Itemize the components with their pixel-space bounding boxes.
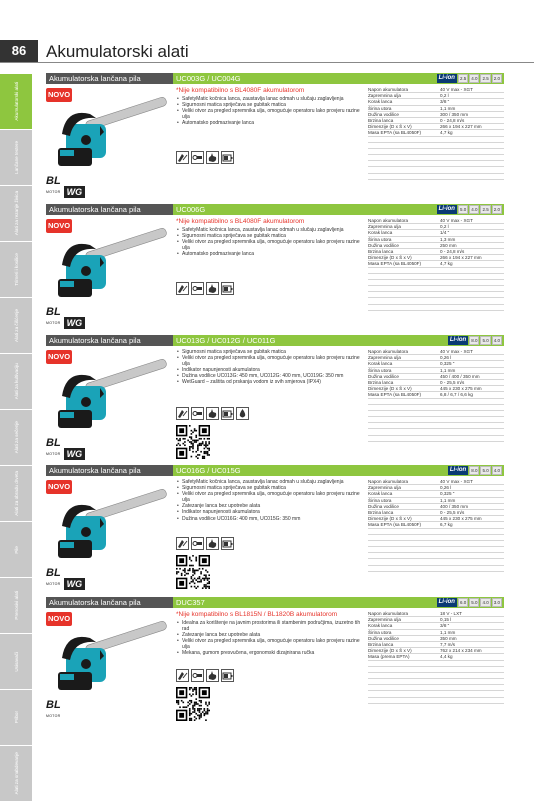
feature-item: • Veliki otvor za pregled spremnika ulja, omogućuje operatoru lako provjeru razine ulja <box>176 355 364 367</box>
wg-logo: WG <box>64 578 86 590</box>
spec-table <box>368 87 504 180</box>
feature-icons <box>176 669 234 682</box>
spec-value: 40 V max - XGT <box>440 349 473 354</box>
spec-value: 40 V max - XGT <box>440 218 473 223</box>
spec-label: Masa EPTA (sa BL4050F) <box>368 130 422 136</box>
product-header-bar <box>46 204 504 215</box>
spec-label: Korak lanca <box>368 491 393 497</box>
battery-capacity-chip: 5.0 <box>482 338 489 343</box>
title-divider <box>0 62 534 63</box>
feature-item: • Zatezanje lanca bez upotrebe alata <box>176 503 364 509</box>
wg-logo: WG <box>64 448 86 460</box>
spec-row-empty <box>368 698 504 704</box>
compatibility-note: *Nije kompatibilno s BL1815N / BL1820B akumulatorom <box>176 611 338 618</box>
chainsaw-image <box>56 492 172 570</box>
liion-battery-badges <box>437 205 502 214</box>
spec-label: Zapremnina ulja <box>368 93 401 99</box>
spec-label: Masa EPTA (sa BL4050F) <box>368 261 422 267</box>
sidebar-tab[interactable] <box>0 578 32 634</box>
spec-label: Korak lanca <box>368 623 393 629</box>
spec-value: 4,7 kg <box>440 261 453 267</box>
feature-item: • SafetyMatic kočnica lanca, zaustavlja lanac odmah u slučaju zaglavljenja <box>176 479 364 485</box>
feature-item: • Sigurnosni matica spriječava se gubitak matica <box>176 102 364 108</box>
sidebar-tab-label: Pribor <box>13 711 19 724</box>
tool-icon <box>191 407 204 420</box>
spec-label: Dimenzije (D x Š x V) <box>368 386 412 392</box>
tool-icon <box>191 537 204 550</box>
product-header-bar <box>46 335 504 346</box>
spec-label: Zapremnina ulja <box>368 485 401 491</box>
sidebar-tab-label: Akumulatorski alati <box>13 82 19 121</box>
spec-value: 1,1 mm <box>440 105 456 111</box>
spec-label: Brzina lanca <box>368 248 394 254</box>
liion-battery-badges <box>448 466 502 475</box>
qr-code[interactable] <box>176 425 210 464</box>
spec-value: 1,1 mm <box>440 367 456 373</box>
feature-item: • Veliki otvor za pregled spremnika ulja, omogućuje operatoru lako provjeru razine ulja <box>176 239 364 251</box>
spec-value: 40 V max - XGT <box>440 479 473 484</box>
spec-label: Zapremnina ulja <box>368 617 401 623</box>
spec-value: 1/4 " <box>440 230 450 236</box>
product-media <box>46 610 172 722</box>
spec-label: Dužina vodilice <box>368 503 399 509</box>
spec-value: 6,7 kg <box>440 522 453 528</box>
product-model: UC013G / UC012G / UC011G Li-ion 8.0 5.0 4.0 <box>173 335 504 346</box>
spec-value: 18 V - LXT <box>440 611 462 616</box>
wg-logo: WG <box>64 186 86 198</box>
feature-logos <box>46 438 85 460</box>
product-description <box>176 218 364 257</box>
feature-list <box>176 620 364 657</box>
bl-motor-logo: BL MOTOR <box>46 176 61 198</box>
hand-icon <box>206 151 219 164</box>
spec-label: Napon akumulatora <box>368 218 409 223</box>
battery-capacity-chip: 2.0 <box>493 76 500 81</box>
feature-item: • Veliki otvor za pregled spremnika ulja, omogućuje operatoru lako provjeru razine ulja <box>176 638 364 650</box>
battery-capacity-chip: 4.0 <box>471 207 478 212</box>
sidebar-tab-label: Trimeri i kosilice <box>13 253 19 286</box>
spec-label: Masa EPTA (sa BL4050F) <box>368 522 422 528</box>
feature-item: • WetGuard – zaštita od prskanja vodom iz svih smjerova (IPX4) <box>176 379 364 385</box>
product-section <box>46 597 504 727</box>
qr-code[interactable] <box>176 687 210 726</box>
product-section <box>46 465 504 594</box>
spec-value: 445 x 230 x 275 mm <box>440 386 482 392</box>
novo-badge: NOVO <box>46 612 72 626</box>
spec-value: 4,7 kg <box>440 130 453 136</box>
battery-capacity-chip: 4.0 <box>493 468 500 473</box>
battery-capacity-chip: 4.0 <box>493 338 500 343</box>
sidebar-tab[interactable] <box>0 466 32 522</box>
liion-badge: Li-ion <box>449 337 467 343</box>
feature-icons <box>176 407 249 420</box>
battery-icon <box>221 151 234 164</box>
spec-label: Masa (prema EPTA) <box>368 654 410 660</box>
novo-badge: NOVO <box>46 219 72 233</box>
spec-row-empty <box>368 436 504 442</box>
sidebar-tab[interactable] <box>0 74 32 130</box>
sidebar-tab-label: Prenosivi alati <box>13 591 19 620</box>
liion-battery-badges <box>437 74 502 83</box>
spec-row-empty <box>368 305 504 311</box>
spec-row-empty <box>368 566 504 572</box>
feature-list <box>176 349 364 386</box>
product-media <box>46 217 172 329</box>
spec-value: 266 x 194 x 227 mm <box>440 124 482 130</box>
feature-logos <box>46 307 85 329</box>
sidebar <box>0 74 32 802</box>
spec-value: 350 mm <box>440 635 457 641</box>
spec-label: Dimenzije (D x Š x V) <box>368 255 412 261</box>
tool-icon <box>191 151 204 164</box>
spec-value: 6,8 / 6,7 / 6,6 kg <box>440 392 473 398</box>
spec-label: Širina utora <box>368 367 392 373</box>
product-header-bar <box>46 73 504 84</box>
feature-logos <box>46 176 85 198</box>
battery-icon <box>221 407 234 420</box>
feature-list <box>176 479 364 522</box>
product-category: Akumulatorska lančana pila <box>46 335 173 346</box>
feature-logos <box>46 700 61 722</box>
chainsaw-image <box>56 624 172 702</box>
spec-value: 450 / 400 / 350 mm <box>440 373 480 379</box>
sidebar-tab-label: Alati za kultivaciju <box>13 363 19 400</box>
sidebar-tab[interactable] <box>0 298 32 354</box>
product-media <box>46 478 172 590</box>
bl-motor-logo: BL MOTOR <box>46 568 61 590</box>
battery-capacity-chip: 2.5 <box>482 207 489 212</box>
feature-item: • Veliki otvor za pregled spremnika ulja, omogućuje operatoru lako provjeru razine ulja <box>176 491 364 503</box>
compatibility-note: *Nije kompatibilno s BL4080F akumulatorom <box>176 87 305 94</box>
feature-item: • Sigurnosni matica spriječava se gubitak matica <box>176 233 364 239</box>
sidebar-tab-label: Lančane testere <box>13 141 19 174</box>
product-header-bar <box>46 465 504 476</box>
spec-label: Korak lanca <box>368 361 393 367</box>
feature-item: • Mekana, gumom presvučena, ergonomski dizajnirana ručka <box>176 650 364 656</box>
battery-capacity-chip: 5.0 <box>459 207 467 212</box>
battery-capacity-chip: 8.0 <box>471 468 478 473</box>
product-model: DUC357 Li-ion 6.0 5.0 4.0 3.0 <box>173 597 504 608</box>
drop-icon <box>236 407 249 420</box>
spec-value: 1,3 mm <box>440 236 456 242</box>
spec-table <box>368 349 504 442</box>
hand-icon <box>206 282 219 295</box>
tool-icon <box>191 282 204 295</box>
spec-label: Zapremnina ulja <box>368 355 401 361</box>
sidebar-tab[interactable] <box>0 354 32 410</box>
bl-motor-logo-sub: MOTOR <box>46 452 61 456</box>
battery-capacity-chip: 4.0 <box>482 600 489 605</box>
bl-motor-logo-sub: MOTOR <box>46 190 61 194</box>
spec-label: Širina utora <box>368 105 392 111</box>
spec-label: Napon akumulatora <box>368 87 409 92</box>
spec-label: Širina utora <box>368 236 392 242</box>
product-section <box>46 335 504 462</box>
battery-icon <box>221 537 234 550</box>
sidebar-tab-label: Usisavači <box>13 651 19 672</box>
sidebar-tab[interactable] <box>0 690 32 746</box>
spec-value: 40 V max - XGT <box>440 87 473 92</box>
spec-label: Dužina vodilice <box>368 111 399 117</box>
spec-label: Napon akumulatora <box>368 479 409 484</box>
feature-item: • Indikator napunjenosti akumulatora <box>176 367 364 373</box>
spec-label: Korak lanca <box>368 99 393 105</box>
bl-motor-logo-sub: MOTOR <box>46 582 61 586</box>
spec-value: 762 x 214 x 234 mm <box>440 648 482 654</box>
product-section <box>46 73 504 201</box>
chain-icon <box>176 407 189 420</box>
feature-item: • Zatezanje lanca bez upotrebe alata <box>176 632 364 638</box>
bl-motor-logo: BL MOTOR <box>46 700 61 722</box>
spec-value: 0,325 " <box>440 361 455 367</box>
spec-value: 400 / 350 mm <box>440 503 469 509</box>
spec-label: Dimenzije (D x Š x V) <box>368 124 412 130</box>
battery-capacity-chip: 6.0 <box>459 600 467 605</box>
sidebar-tab[interactable] <box>0 242 32 298</box>
novo-badge: NOVO <box>46 480 72 494</box>
feature-icons <box>176 151 234 164</box>
sidebar-tab-label: Alati za snabdevanje <box>13 752 19 795</box>
product-media <box>46 348 172 460</box>
product-category: Akumulatorska lančana pila <box>46 597 173 608</box>
hand-icon <box>206 537 219 550</box>
product-model: UC003G / UC004G Li-ion 2.5 4.0 2.5 2.0 <box>173 73 504 84</box>
spec-label: Zapremnina ulja <box>368 224 401 230</box>
feature-item: • Idealna za korištenje na javnim prostorima ili stambenim područjima, izuzetno tih rad <box>176 620 364 632</box>
battery-icon <box>221 282 234 295</box>
product-model: UC016G / UC015G Li-ion 8.0 5.0 4.0 <box>173 465 504 476</box>
feature-list <box>176 96 364 126</box>
spec-label: Dimenzije (D x Š x V) <box>368 648 412 654</box>
product-description <box>176 87 364 126</box>
bl-motor-logo: BL MOTOR <box>46 307 61 329</box>
feature-item: • Dužina vodilice UC013G: 450 mm, UC012G: 400 mm, UC019G: 350 mm <box>176 373 364 379</box>
bl-motor-logo-sub: MOTOR <box>46 714 61 718</box>
spec-label: Dužina vodilice <box>368 635 399 641</box>
spec-value: 0,325 " <box>440 491 455 497</box>
hand-icon <box>206 669 219 682</box>
spec-value: 1,1 mm <box>440 497 456 503</box>
product-category: Akumulatorska lančana pila <box>46 204 173 215</box>
spec-label: Masa EPTA (sa BL4050F) <box>368 392 422 398</box>
feature-item: • Sigurnosni matica spriječava se gubitak matica <box>176 485 364 491</box>
battery-capacity-chip: 2.5 <box>459 76 467 81</box>
feature-logos <box>46 568 85 590</box>
sidebar-tab-label: Pile <box>13 545 19 554</box>
hand-icon <box>206 407 219 420</box>
spec-label: Napon akumulatora <box>368 611 409 616</box>
spec-value: 3/8 " <box>440 623 450 629</box>
product-description <box>176 479 364 522</box>
sidebar-tab[interactable] <box>0 410 32 466</box>
chain-icon <box>176 537 189 550</box>
product-category: Akumulatorska lančana pila <box>46 73 173 84</box>
sidebar-tab-label: Alati za rezanje živica <box>13 191 19 236</box>
liion-badge: Li-ion <box>438 75 455 81</box>
spec-label: Dužina vodilice <box>368 373 399 379</box>
sidebar-tab-label: Alati za sečenje <box>13 421 19 454</box>
battery-capacity-chip: 5.0 <box>482 468 489 473</box>
spec-value: 0,26 l <box>440 485 452 491</box>
product-category: Akumulatorska lančana pila <box>46 465 173 476</box>
spec-label: Korak lanca <box>368 230 393 236</box>
spec-value: 445 x 230 x 275 mm <box>440 516 482 522</box>
spec-value: 7,7 m/s <box>440 641 456 647</box>
novo-badge: NOVO <box>46 350 72 364</box>
feature-item: • Veliki otvor za pregled spremnika ulja, omogućuje operatoru lako provjeru razine ulja <box>176 108 364 120</box>
product-description <box>176 349 364 386</box>
feature-list <box>176 227 364 257</box>
sidebar-tab-label: Alati za obradu drveta <box>13 471 19 516</box>
spec-value: 0 - 25,5 m/s <box>440 379 465 385</box>
liion-battery-badges <box>448 336 502 345</box>
liion-badge: Li-ion <box>438 599 455 605</box>
product-description <box>176 611 364 657</box>
liion-badge: Li-ion <box>438 206 455 212</box>
sidebar-tab[interactable] <box>0 634 32 690</box>
bl-motor-logo: BL MOTOR <box>46 438 61 460</box>
chain-icon <box>176 151 189 164</box>
sidebar-tab[interactable] <box>0 522 32 578</box>
tool-icon <box>191 669 204 682</box>
feature-icons <box>176 537 234 550</box>
spec-value: 3/8 " <box>440 99 450 105</box>
chainsaw-image <box>56 231 172 309</box>
battery-capacity-chip: 2.5 <box>482 76 489 81</box>
spec-label: Širina utora <box>368 629 392 635</box>
spec-label: Napon akumulatora <box>368 349 409 354</box>
feature-item: • Automatsko podmazivanje lanca <box>176 251 364 257</box>
wg-logo: WG <box>64 317 86 329</box>
spec-value: 1,1 mm <box>440 629 456 635</box>
spec-label: Brzina lanca <box>368 379 394 385</box>
product-model: UC006G Li-ion 5.0 4.0 2.5 2.0 <box>173 204 504 215</box>
feature-item: • Automatsko podmazivanje lanca <box>176 120 364 126</box>
spec-value: 0,26 l <box>440 355 452 361</box>
novo-badge: NOVO <box>46 88 72 102</box>
spec-value: 300 / 350 mm <box>440 111 469 117</box>
battery-capacity-chip: 2.0 <box>493 207 500 212</box>
feature-icons <box>176 282 234 295</box>
product-section <box>46 204 504 332</box>
spec-label: Dužina vodilice <box>368 242 399 248</box>
chain-icon <box>176 669 189 682</box>
page-title: Akumulatorski alati <box>46 42 189 61</box>
spec-label: Širina utora <box>368 497 392 503</box>
compatibility-note: *Nije kompatibilno s BL4080F akumulatorom <box>176 218 305 225</box>
spec-table <box>368 218 504 311</box>
spec-value: 0 - 24,8 m/s <box>440 117 465 123</box>
spec-label: Brzina lanca <box>368 641 394 647</box>
chain-icon <box>176 282 189 295</box>
spec-label: Brzina lanca <box>368 509 394 515</box>
feature-item: • SafetyMatic kočnica lanca, zaustavlja lanac odmah u slučaju zaglavljenja <box>176 96 364 102</box>
sidebar-tab[interactable] <box>0 186 32 242</box>
product-header-bar <box>46 597 504 608</box>
sidebar-tab[interactable] <box>0 746 32 802</box>
feature-item: • SafetyMatic kočnica lanca, zaustavlja lanac odmah u slučaju zaglavljenja <box>176 227 364 233</box>
battery-capacity-chip: 8.0 <box>471 338 478 343</box>
liion-battery-badges <box>437 598 502 607</box>
chainsaw-image <box>56 100 172 178</box>
spec-value: 0,2 l <box>440 93 449 99</box>
product-media <box>46 86 172 198</box>
liion-badge: Li-ion <box>449 467 467 473</box>
spec-row-empty <box>368 174 504 180</box>
battery-icon <box>221 669 234 682</box>
feature-item: • Indikator napunjenosti akumulatora <box>176 509 364 515</box>
page-number: 86 <box>0 40 38 62</box>
spec-value: 0,2 l <box>440 224 449 230</box>
spec-table <box>368 479 504 572</box>
spec-table <box>368 611 504 704</box>
qr-code[interactable] <box>176 555 210 594</box>
spec-label: Dimenzije (D x Š x V) <box>368 516 412 522</box>
spec-value: 266 x 194 x 227 mm <box>440 255 482 261</box>
sidebar-tab[interactable] <box>0 130 32 186</box>
spec-label: Brzina lanca <box>368 117 394 123</box>
bl-motor-logo-sub: MOTOR <box>46 321 61 325</box>
battery-capacity-chip: 3.0 <box>493 600 500 605</box>
spec-value: 250 mm <box>440 242 457 248</box>
spec-value: 4,4 kg <box>440 654 453 660</box>
chainsaw-image <box>56 362 172 440</box>
sidebar-tab-label: Alati za čišćenje <box>13 309 19 342</box>
spec-value: 0 - 25,5 m/s <box>440 509 465 515</box>
battery-capacity-chip: 4.0 <box>471 76 478 81</box>
spec-value: 0,15 l <box>440 617 452 623</box>
feature-item: • Dužina vodilice UC016G: 400 mm, UC015G: 350 mm <box>176 516 364 522</box>
battery-capacity-chip: 5.0 <box>471 600 478 605</box>
feature-item: • Sigurnosni matica spriječava se gubitak matica <box>176 349 364 355</box>
spec-value: 0 - 24,8 m/s <box>440 248 465 254</box>
